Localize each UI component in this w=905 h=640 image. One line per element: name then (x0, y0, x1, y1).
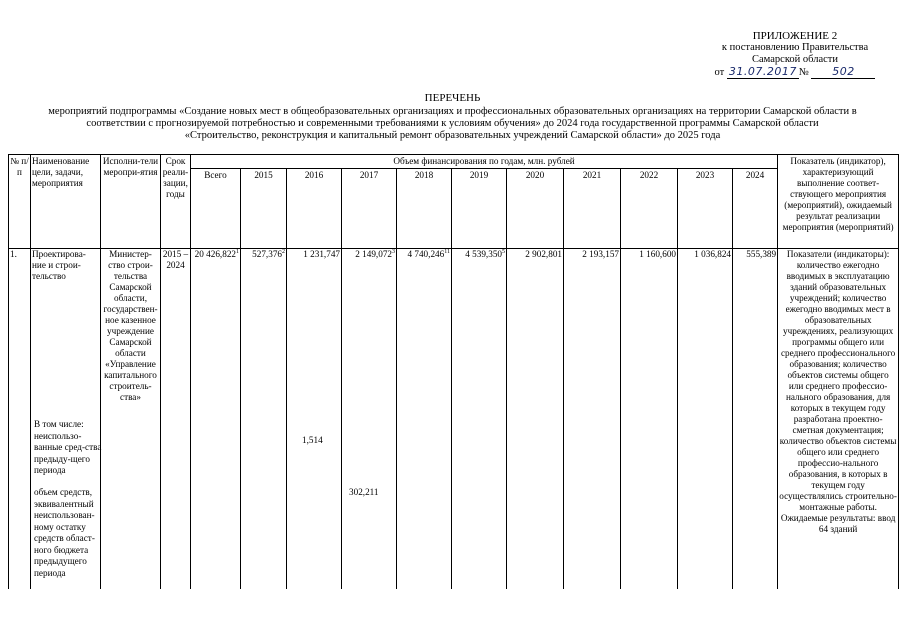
row-name: Проектирова-ние и строи-тельство (32, 249, 86, 281)
number-prefix: № (798, 67, 809, 78)
number-value: 502 (811, 66, 875, 79)
sub-item-unused-funds: В том числе: неиспользо-ванные сред-ства предыду-щего периода (34, 419, 102, 475)
row-total: 20 426,822$^1$ (191, 249, 241, 590)
row-value: 4 740,246$^{11}$ (397, 249, 452, 590)
row-value-cell (287, 249, 342, 590)
row-exec: Министер-ство строи-тельства Самарской области, государствен-ное казенное учреждение Самарской области «Управление капитального строитель-ства» (101, 249, 161, 590)
heading-line2: соответствии с прогнозируемой потребностью и современными требованиями к условиям обучения» до 2024 года государственной программы Самарской области (86, 118, 819, 129)
heading-line1: мероприятий подпрограммы «Создание новых мест в общеобразовательных организациях и профессиональных образовательных организациях на территории Самарской области в (48, 106, 857, 117)
appendix-dateline (700, 66, 890, 79)
appendix-line2: Самарской области (752, 54, 838, 65)
col-name-header: Наименование цели, задачи, мероприятия (31, 155, 101, 249)
year-header: 2018 (397, 169, 452, 249)
col-num-header: № п/п (9, 155, 31, 249)
row-value: 2 193,157 (564, 249, 621, 590)
appendix-line1: к постановлению Правительства (721, 42, 869, 53)
row-value: 527,376$^2$ (241, 249, 287, 590)
measures-table (8, 154, 899, 589)
document-heading (10, 92, 895, 142)
sub-value-unused-funds: 1,514 (302, 435, 323, 445)
appendix-block (700, 30, 890, 79)
row-value: 1 231,747 (303, 249, 340, 259)
col-fin-group-header: Объем финансирования по годам, млн. рублей (191, 155, 778, 169)
row-value: 555,389 (733, 249, 778, 590)
year-header: 2020 (507, 169, 564, 249)
row-value: 1 160,600 (621, 249, 678, 590)
row-value-cell: 2 149,072$^3$ 302,211 (342, 249, 397, 590)
table-row (9, 249, 899, 590)
row-num: 1. (9, 249, 31, 590)
row-value: 1 036,824 (678, 249, 733, 590)
row-value: 2 149,072 (355, 249, 392, 259)
year-header: 2015 (241, 169, 287, 249)
sub-value-equivalent-funds: 302,211 (349, 487, 379, 497)
document-title: ПЕРЕЧЕНЬ (424, 92, 481, 104)
row-term: 2015 – 2024 (161, 249, 191, 590)
year-header: 2016 (287, 169, 342, 249)
appendix-title: ПРИЛОЖЕНИЕ 2 (752, 30, 838, 42)
row-value: 4 539,350$^5$ (452, 249, 507, 590)
sub-item-equivalent-funds: объем средств, эквивалентный неиспользован-ному остатку средств област-ного бюджета предыдущего периода (34, 487, 95, 578)
col-term-header: Срок реали-зации, годы (161, 155, 191, 249)
row-name-cell (31, 249, 101, 590)
year-header: 2017 (342, 169, 397, 249)
row-value: 2 902,801 (507, 249, 564, 590)
col-indicator-header: Показатель (индикатор), характеризующий выполнение соответ-ствующего мероприятия (мероприятий), ожидаемый результат реализации мероприятия (мероприятий) (778, 155, 899, 249)
year-header: 2024 (733, 169, 778, 249)
col-exec-header: Исполни-тели меропри-ятия (101, 155, 161, 249)
year-header: 2021 (564, 169, 621, 249)
heading-line3: «Строительство, реконструкция и капитальный ремонт образовательных учреждений Самарской области» до 2025 года (184, 130, 721, 141)
year-header: 2023 (678, 169, 733, 249)
row-indicator: Показатели (индикаторы): количество ежегодно вводимых в эксплуатацию зданий образовательных учреждений; количество ежегодно вводимых мест в образовательных учреждениях, реализующих программы общего или среднего профессионального образования; количество объектов системы общего или среднего профессио-нального образования, для которых в текущем году разработана проектно-сметная документация; количество объектов системы общего или среднего профессио-нального образования, в которых в текущем году осуществлялись строительно-монтажные работы. Ожидаемые результаты: ввод 64 зданий (778, 249, 899, 590)
col-total-header: Всего (191, 169, 241, 249)
date-value: 31.07.2017 (728, 65, 797, 78)
year-header: 2022 (621, 169, 678, 249)
date-prefix: от (714, 67, 725, 78)
year-header: 2019 (452, 169, 507, 249)
